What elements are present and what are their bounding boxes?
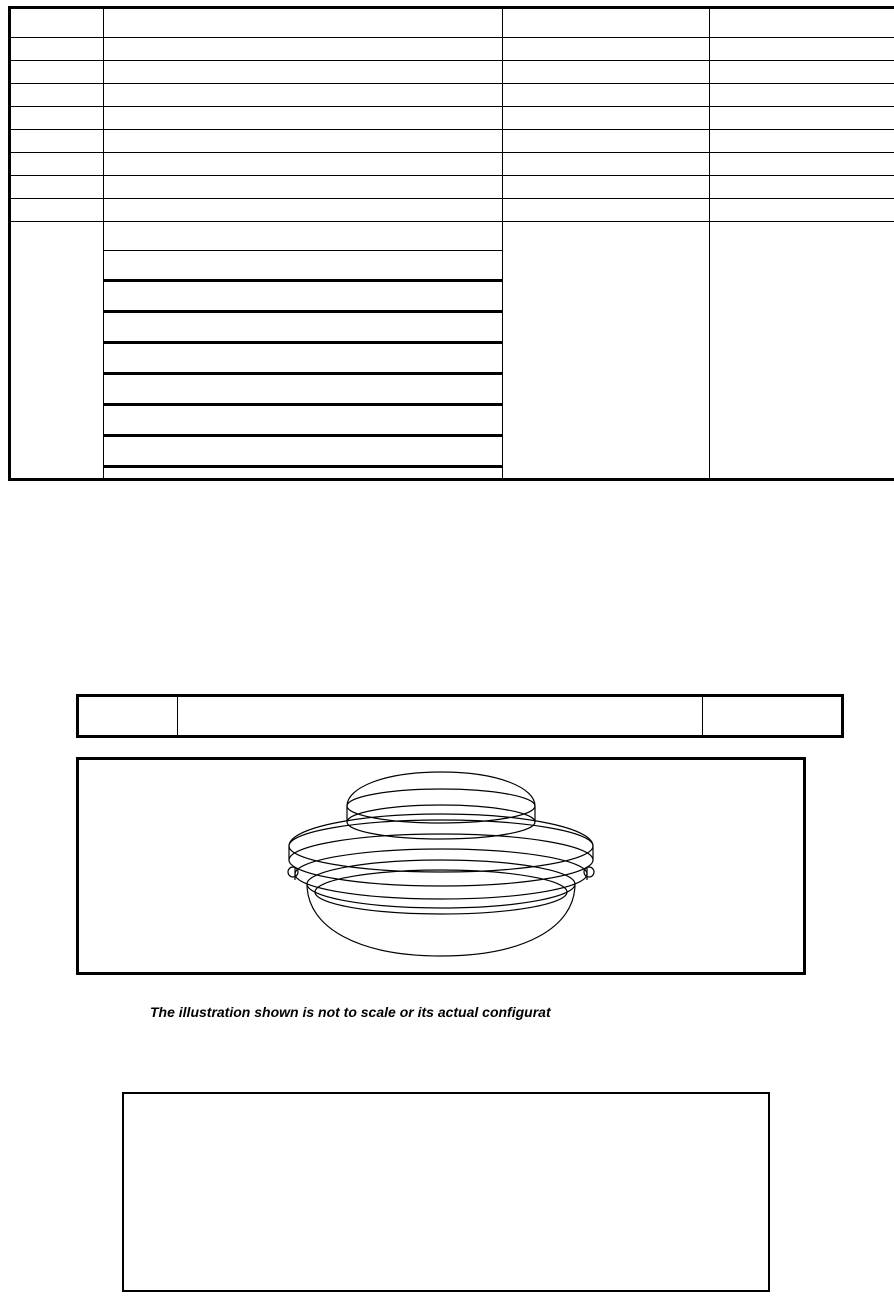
table-row: [10, 176, 894, 199]
cell-value: [503, 61, 710, 84]
cell-description: [104, 61, 503, 84]
cell-code: [10, 153, 104, 176]
sub-row: [104, 281, 502, 312]
table-row: [10, 61, 894, 84]
bottom-note-line: [138, 1168, 754, 1184]
cell-code: [10, 199, 104, 222]
caption-table-container: [76, 694, 806, 738]
table-row: [10, 38, 894, 61]
sub-cell: [104, 436, 502, 467]
table-row: [10, 153, 894, 176]
header-cell-value: [503, 8, 710, 38]
table-row: [10, 199, 894, 222]
sub-cell: [104, 281, 502, 312]
cell-code: [10, 61, 104, 84]
sub-row: [104, 251, 502, 281]
caption-cell-item: [78, 696, 178, 737]
detail-block-row: [10, 222, 894, 480]
cell-value: [503, 199, 710, 222]
detail-block-label: [10, 222, 104, 480]
cell-description: [104, 107, 503, 130]
sub-cell: [104, 251, 502, 281]
cell-value: [503, 153, 710, 176]
cell-value: [503, 84, 710, 107]
sub-cell: [104, 343, 502, 374]
sub-cell: [104, 312, 502, 343]
cell-remarks: [710, 107, 894, 130]
sub-row: [104, 436, 502, 467]
cell-description: [104, 199, 503, 222]
specification-table: [8, 6, 894, 481]
caption-row: [78, 696, 843, 737]
cell-remarks: [710, 130, 894, 153]
bottom-note-line: [138, 1104, 754, 1120]
ceiling-luminaire-illustration: [271, 760, 611, 966]
cell-value: [503, 176, 710, 199]
sub-row: [104, 343, 502, 374]
cell-remarks: [710, 84, 894, 107]
cell-code: [10, 38, 104, 61]
detail-block-sub-table-cell: [104, 222, 503, 480]
cell-description: [104, 84, 503, 107]
cell-code: [10, 84, 104, 107]
cell-code: [10, 107, 104, 130]
cell-remarks: [710, 199, 894, 222]
cell-remarks: [710, 61, 894, 84]
cell-description: [104, 38, 503, 61]
bottom-note-line: [138, 1152, 754, 1168]
cell-remarks: [710, 38, 894, 61]
sub-row: [104, 312, 502, 343]
sub-row: [104, 405, 502, 436]
illustration-note: The illustration shown is not to scale or its actual configurat: [150, 1004, 551, 1020]
specification-table-container: [8, 6, 886, 481]
cell-value: [503, 38, 710, 61]
cell-description: [104, 130, 503, 153]
cell-value: [503, 130, 710, 153]
sub-row: [104, 374, 502, 405]
caption-table: [76, 694, 844, 738]
cell-code: [10, 130, 104, 153]
cell-value: [503, 107, 710, 130]
bottom-note-line: [138, 1120, 754, 1136]
table-row: [10, 130, 894, 153]
detail-sub-table: [104, 250, 502, 468]
bottom-notes-box: [122, 1092, 770, 1292]
cell-remarks: [710, 176, 894, 199]
caption-cell-title: [178, 696, 703, 737]
detail-block-value: [503, 222, 710, 480]
table-row: [10, 84, 894, 107]
sub-cell: [104, 405, 502, 436]
cell-description: [104, 176, 503, 199]
bottom-note-line: [138, 1184, 754, 1200]
cell-remarks: [710, 153, 894, 176]
table-row: [10, 107, 894, 130]
cell-description: [104, 153, 503, 176]
table-header-row: [10, 8, 894, 38]
detail-block-remarks: [710, 222, 894, 480]
sub-cell: [104, 374, 502, 405]
cell-code: [10, 176, 104, 199]
header-cell-code: [10, 8, 104, 38]
illustration-frame: [76, 757, 806, 975]
caption-cell-reference: [703, 696, 843, 737]
bottom-note-line: [138, 1136, 754, 1152]
header-cell-description: [104, 8, 503, 38]
header-cell-remarks: [710, 8, 894, 38]
